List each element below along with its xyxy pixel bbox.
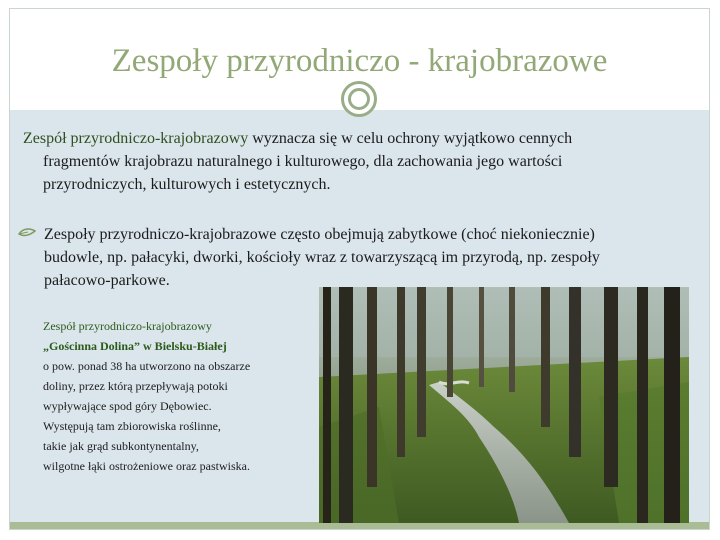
caption-line: Występują tam zbiorowiska roślinne, [43, 419, 221, 433]
photo-caption [43, 316, 303, 476]
slide-title: Zespoły przyrodniczo - krajobrazowe [111, 43, 608, 79]
paragraph-text: wyznacza się w celu ochrony wyjątkowo cennych [248, 130, 573, 147]
circle-ornament-icon [341, 81, 377, 117]
paragraph-text: Zespoły przyrodniczo-krajobrazowe często obejmują zabytkowe (choć niekoniecznie) [44, 226, 595, 243]
forest-stream-photo [319, 287, 689, 523]
paragraph-examples [44, 223, 684, 292]
paragraph-text: pałacowo-parkowe. [44, 272, 170, 289]
leaf-bullet-icon [18, 228, 36, 240]
paragraph-text: budowle, np. pałacyki, dworki, kościoły wraz z towarzyszącą im przyrodą, np. zespoły [44, 249, 600, 266]
caption-line: wypływające spod góry Dębowiec. [43, 399, 212, 413]
paragraph-text: przyrodniczych, kulturowych i estetycznych. [43, 176, 331, 193]
caption-name: „Gościnna Dolina” w Bielsku-Białej [43, 339, 227, 353]
caption-line: o pow. ponad 38 ha utworzono na obszarze [43, 359, 251, 373]
caption-line: wilgotne łąki ostrożeniowe oraz pastwiska. [43, 459, 250, 473]
paragraph-text: fragmentów krajobrazu naturalnego i kulturowego, dla zachowania jego wartości [43, 153, 563, 170]
paragraph-definition [23, 127, 673, 196]
caption-title: Zespół przyrodniczo-krajobrazowy [43, 319, 212, 333]
caption-line: takie jak grąd subkontynentalny, [43, 439, 199, 453]
caption-line: doliny, przez którą przepływają potoki [43, 379, 228, 393]
highlight-term: Zespół przyrodniczo-krajobrazowy [23, 130, 249, 147]
